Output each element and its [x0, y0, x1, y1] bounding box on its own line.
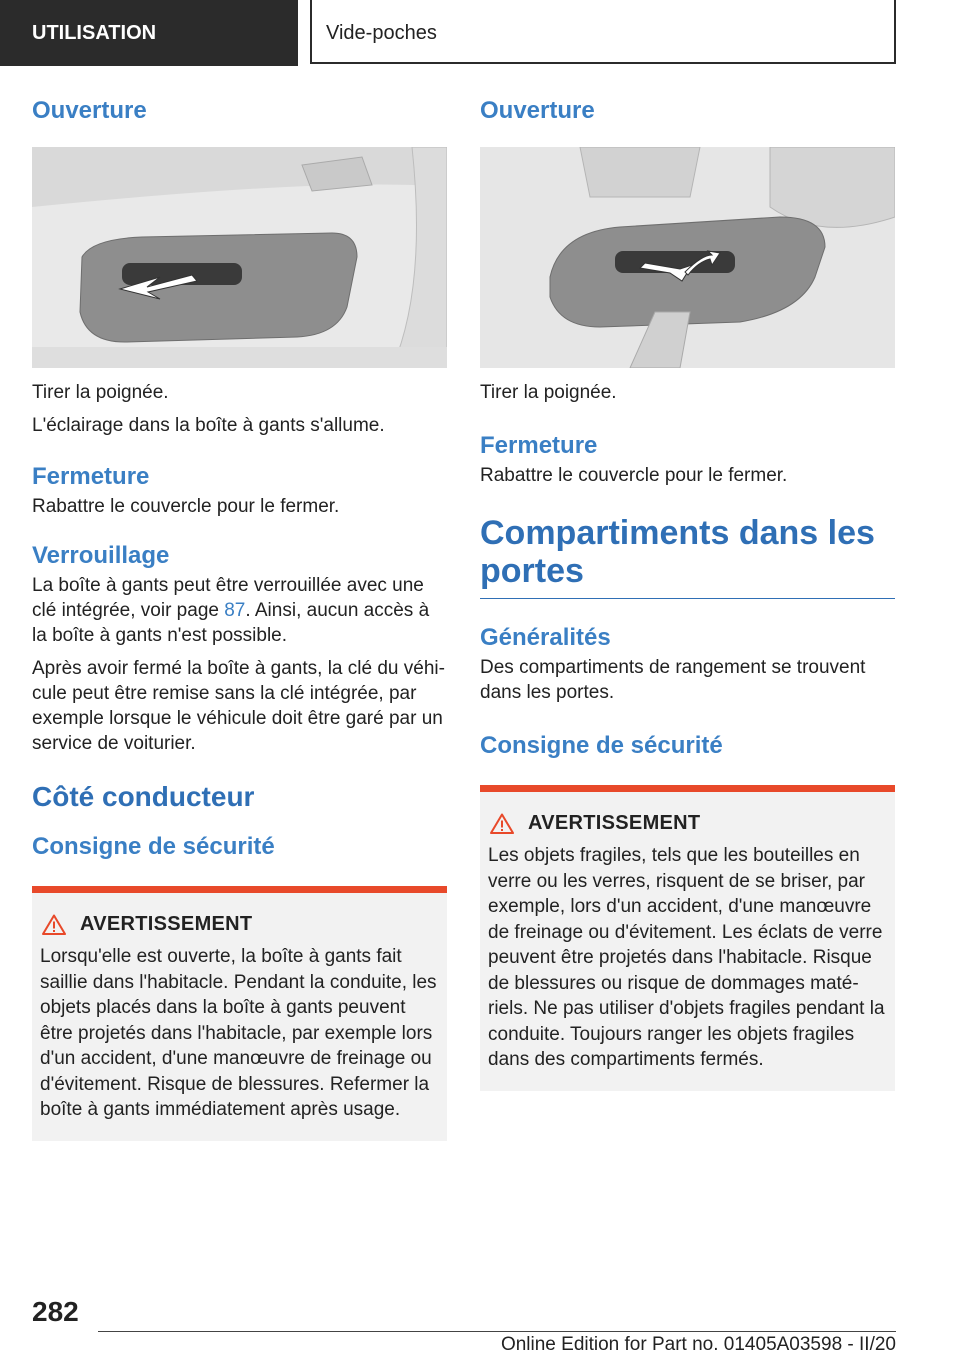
caption-tirer: Tirer la poignée.	[32, 382, 169, 403]
verrouillage-text-post: . Ainsi, aucun accès à la boîte à gants n'est possible.	[32, 600, 430, 646]
fermeture-text-2: Rabattre le couvercle pour le fermer.	[480, 465, 788, 486]
footer-divider	[98, 1331, 896, 1332]
glovebox-photo-passenger	[32, 147, 447, 368]
right-column	[480, 96, 895, 1091]
verrouillage-text-2: Après avoir fermé la boîte à gants, la clé du véhicule peut être remise sans la clé intégrée, par exemple lorsque le véhicule doit être garé par un service de voiturier.	[32, 658, 445, 754]
heading-ouverture-2: Ouverture	[480, 97, 595, 124]
heading-consigne-securite: Consigne de sécurité	[32, 833, 275, 860]
heading-ouverture: Ouverture	[32, 97, 147, 124]
heading-cote-conducteur: Côté conducteur	[32, 781, 255, 812]
left-column	[32, 96, 447, 1141]
heading-verrouillage: Verrouillage	[32, 542, 170, 569]
heading-compartiments: Compartiments dans les portes	[480, 514, 895, 599]
warning-box	[32, 886, 447, 1141]
edition-text: Online Edition for Part no. 01405A03598 - II/20	[500, 1334, 896, 1355]
caption-eclairage: L'éclairage dans la boîte à gants s'allume.	[32, 415, 385, 436]
warning-text: Lorsqu'elle est ouverte, la boîte à gants fait saillie dans l'habitacle. Pendant la conduite, les objets placés dans la boîte à gants peuvent être projetés dans l'habitacle, par exemple lors d'un accident, d'une manœuvre de freinage ou d'évitement. Risque de blessures. Refermer la boîte à gants immédiatement après usage.	[40, 946, 437, 1120]
page-link-87[interactable]: 87	[224, 600, 246, 621]
section-tab: UTILISATION	[0, 0, 298, 66]
heading-fermeture-2: Fermeture	[480, 432, 598, 459]
heading-fermeture: Fermeture	[32, 463, 150, 490]
topic-tab: Vide-poches	[310, 0, 896, 64]
warning-triangle-icon	[42, 914, 66, 935]
heading-consigne-securite-2: Consigne de sécurité	[480, 732, 723, 759]
verrouillage-text	[32, 573, 447, 648]
caption-tirer-2: Tirer la poignée.	[480, 382, 617, 403]
warning-header-2	[488, 812, 887, 835]
warning-box-2	[480, 785, 895, 1091]
glovebox-photo-driver	[480, 147, 895, 368]
page-header	[0, 0, 960, 66]
warning-text-2: Les objets fragiles, tels que les bouteilles en verre ou les verres, risquent de se briser, par exemple, lors d'un accident, d'une manœuvre de freinage ou d'évitement. Les éclats de verre peuvent être projetés dans l'habitacle. Risque de blessures ou risque de dommages matériels. Ne pas utiliser d'objets fragiles pendant la conduite. Toujours ranger les objets fragiles dans des compartiments fermés.	[488, 845, 885, 1070]
warning-title-2: AVERTISSEMENT	[528, 812, 701, 834]
warning-triangle-icon	[490, 813, 514, 834]
verrouillage-text-pre: La boîte à gants peut être verrouillée avec une clé intégrée, voir page	[32, 575, 424, 621]
warning-title: AVERTISSEMENT	[80, 913, 253, 935]
page-number: 282	[32, 1296, 79, 1327]
generalites-text: Des compartiments de rangement se trouvent dans les portes.	[480, 657, 866, 703]
fermeture-text: Rabattre le couvercle pour le fermer.	[32, 496, 340, 517]
warning-header	[40, 913, 439, 936]
heading-generalites: Généralités	[480, 624, 611, 651]
